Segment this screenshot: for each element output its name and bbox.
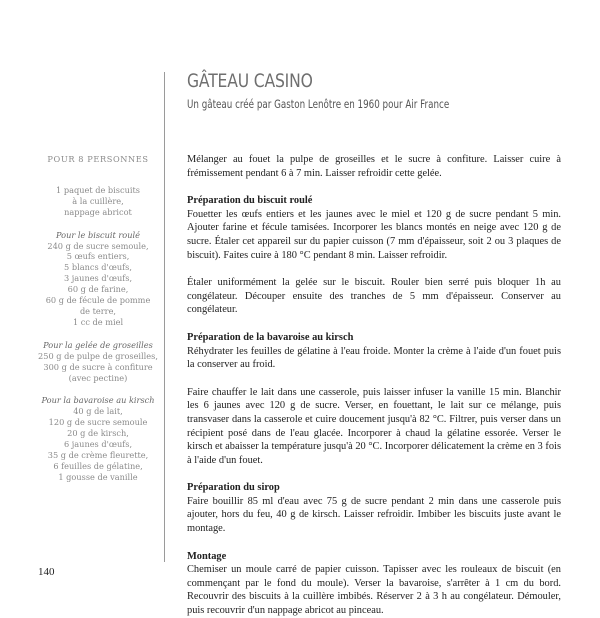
ingredient-line: 5 œufs entiers,	[66, 251, 130, 262]
ingredient-line: 60 g de farine,	[67, 284, 129, 295]
ingredient-line: 60 g de fécule de pomme	[45, 295, 151, 306]
section-heading: Préparation du sirop	[187, 482, 280, 494]
ingredient-line: 35 g de crème fleurette,	[47, 449, 149, 460]
section-paragraph: Réhydrater les feuilles de gélatine à l'eau froide. Monter la crème à l'aide d'un fouet puis la conserver au froid.	[187, 345, 561, 371]
intro-paragraph: Mélanger au fouet la pulpe de groseilles et le sucre à confiture. Laisser cuire à frémissement pendant 6 à 7 min. Laisser refroidir cette gelée.	[187, 154, 561, 179]
ingredient-group-heading: Pour la gelée de groseilles	[43, 339, 153, 350]
section-paragraph: Faire bouillir 85 ml d'eau avec 75 g de sucre pendant 2 min dans une casserole puis ajouter, hors du feu, 40 g de kirsch. Laisser refroidir. Imbiber les biscuits juste avant le montage.	[187, 495, 561, 535]
ingredient-line: 3 jaunes d'œufs,	[63, 273, 133, 284]
ingredient-line: 300 g de sucre à confiture	[43, 361, 153, 372]
ingredient-group-biscuit	[38, 230, 158, 328]
vertical-divider	[164, 72, 165, 562]
section-biscuit	[187, 194, 561, 317]
section-paragraph: Faire chauffer le lait dans une casserole, puis laisser infuser la vanille 15 min. Blanchir les 6 jaunes avec 120 g de sucre. Verser, en fouettant, le lait sur ce mélange, puis transvaser dans la casserole et cuire doucement jusqu'à 82 °C. Filtrer, puis verser dans un récipient posé dans de l'eau glacée. Incorporer à chaud la gélatine essorée. Verser le kirsch et abaisser la température jusqu'à 20 °C. Incorporer délicatement la crème en 3 fois à l'aide d'un fouet.	[187, 386, 561, 466]
ingredient-line: 240 g de sucre semoule,	[47, 240, 149, 251]
ingredient-line: de terre,	[79, 305, 117, 316]
ingredient-line: 250 g de pulpe de groseilles,	[38, 350, 158, 361]
servings-label: POUR 8 PERSONNES	[47, 154, 149, 164]
section-sirop	[187, 481, 561, 535]
ingredient-line: 120 g de sucre semoule	[48, 417, 148, 428]
ingredient-group-intro	[38, 185, 158, 218]
ingredient-line: 40 g de lait,	[73, 406, 123, 417]
ingredient-line: nappage abricot	[64, 206, 132, 217]
ingredient-line: à la cuillère,	[72, 195, 124, 206]
section-bavaroise	[187, 331, 561, 467]
ingredient-line: 5 blancs d'œufs,	[64, 262, 132, 273]
ingredient-line: 6 jaunes d'œufs,	[63, 439, 133, 450]
page-number: 140	[38, 566, 55, 578]
ingredient-group-heading: Pour le biscuit roulé	[56, 229, 140, 240]
section-paragraph: Étaler uniformément la gelée sur le biscuit. Rouler bien serré puis bloquer 1h au congélateur. Découper ensuite des tranches de 5 mm d'épaisseur. Conserver au congélateur.	[187, 277, 561, 316]
section-heading: Montage	[187, 550, 227, 562]
recipe-title: GÂTEAU CASINO	[187, 70, 313, 92]
ingredient-line: 6 feuilles de gélatine,	[53, 460, 143, 471]
section-heading: Préparation du biscuit roulé	[187, 195, 313, 207]
section-paragraph: Chemiser un moule carré de papier cuisson. Tapisser avec les rouleaux de biscuit (en commençant par le fond du moule). Verser la bavaroise, s'arrêter à 1 cm du bord. Recouvrir des biscuits à la cuillère imbibés. Réserver 2 à 3 h au congélateur. Démouler, puis recouvrir d'un nappage abricot au pinceau.	[187, 564, 561, 617]
recipe-subtitle: Un gâteau créé par Gaston Lenôtre en 1960 pour Air France	[187, 97, 450, 111]
ingredient-line: 1 gousse de vanille	[58, 471, 138, 482]
ingredient-line: 1 cc de miel	[72, 316, 124, 327]
section-heading: Préparation de la bavaroise au kirsch	[187, 331, 354, 343]
section-paragraph: Fouetter les œufs entiers et les jaunes avec le miel et 120 g de sucre pendant 5 min. Ajouter farine et fécule tamisées. Incorporer les blancs montés en neige avec 120 g de sucre. Étaler cet appareil sur du papier cuisson (7 mm d'épaisseur, soit 2 ou 3 plaques de biscuit). Faites cuire à 180 °C pendant 8 min. Laisser refroidir.	[187, 208, 561, 261]
ingredient-group-bavaroise	[38, 395, 158, 482]
ingredient-line: (avec pectine)	[68, 372, 128, 383]
ingredient-group-gelee	[38, 340, 158, 384]
ingredients-sidebar	[38, 154, 158, 483]
section-montage	[187, 550, 561, 618]
ingredient-line: 20 g de kirsch,	[67, 428, 129, 439]
ingredient-group-heading: Pour la bavaroise au kirsch	[41, 395, 155, 406]
recipe-instructions	[187, 153, 561, 618]
ingredient-line: 1 paquet de biscuits	[56, 184, 140, 195]
